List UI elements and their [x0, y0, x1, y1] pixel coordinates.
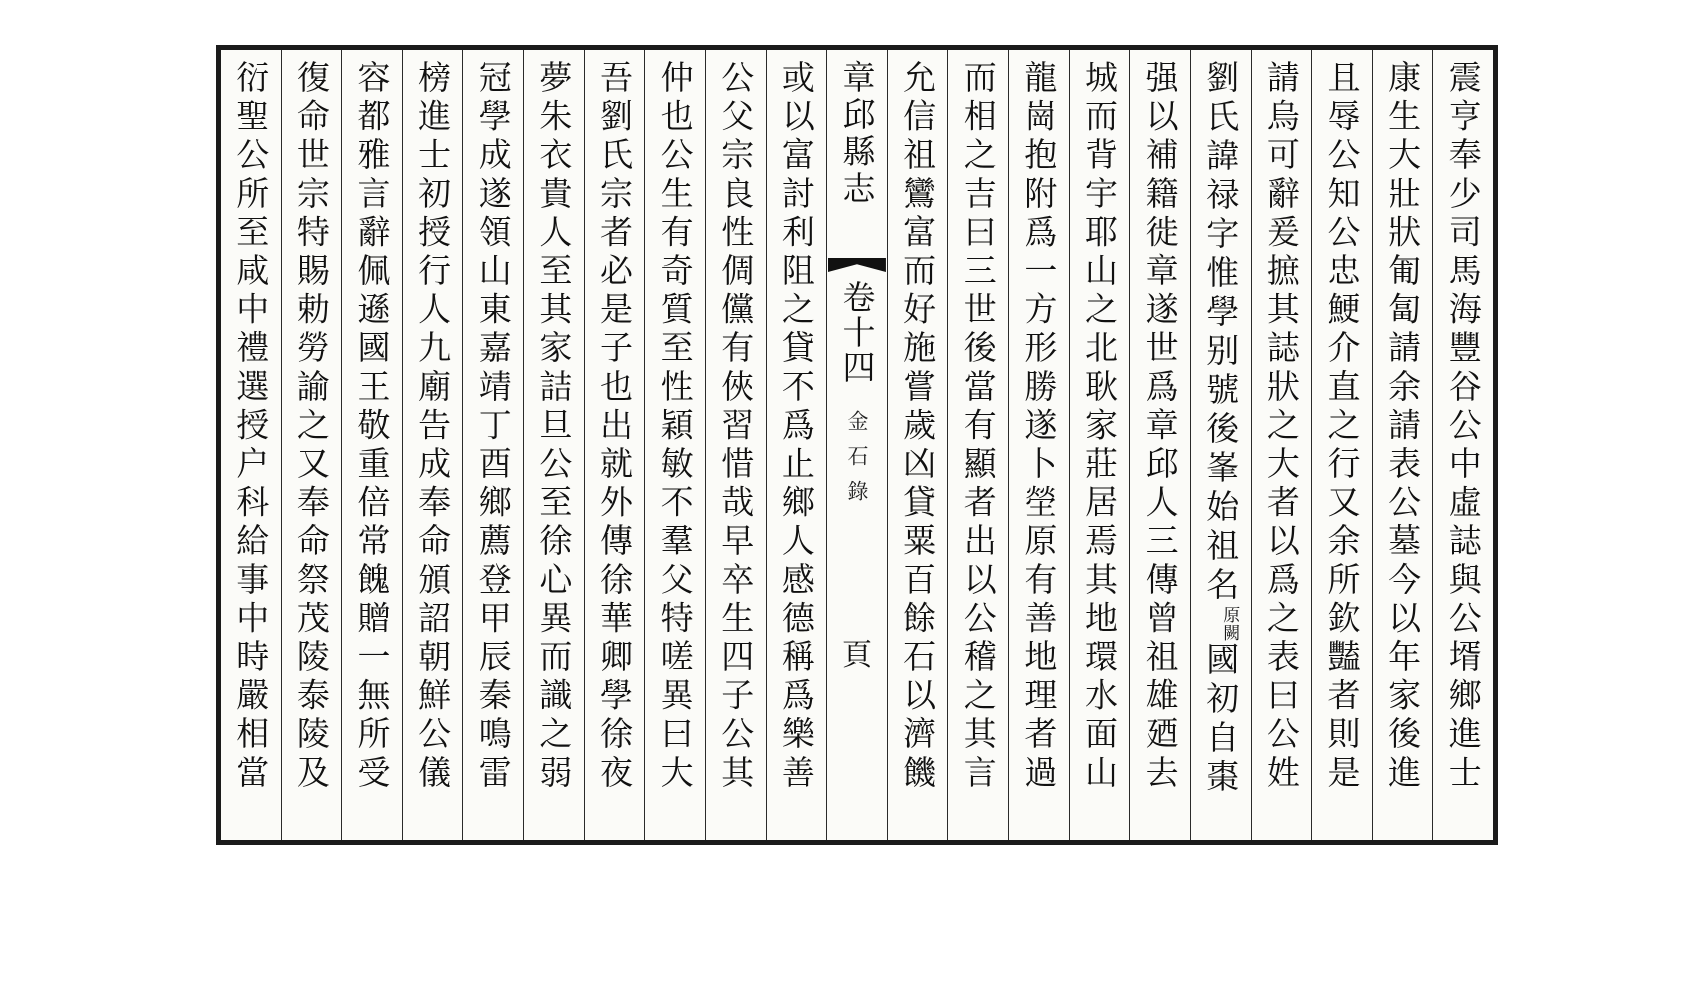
column-text: 而相之吉曰三世後當有顯者出以公稽之其言: [958, 60, 998, 794]
text-column: [1432, 50, 1493, 840]
text-column: [887, 50, 948, 840]
text-column: [947, 50, 1008, 840]
column-text: 且辱公知公忠鯁介直之行又余所欽豔者則是: [1322, 60, 1362, 794]
text-column: [462, 50, 523, 840]
column-text: 復命世宗特賜勅勞諭之又奉命祭茂陵泰陵及: [291, 60, 331, 794]
text-column: [402, 50, 463, 840]
text-column: [1129, 50, 1190, 840]
column-text: 容都雅言辭佩遜國王敬重倍常餽贈一無所受: [352, 60, 392, 794]
column-text: 仲也公生有奇質至性穎敏不羣父特嗟異曰大: [655, 60, 695, 794]
column-text: 允信祖鸞富而好施嘗歲凶貸粟百餘石以濟饑: [898, 60, 938, 794]
column-text: 强以補籍徙章遂世爲章邱人三傳曾祖雄廼去: [1140, 60, 1180, 794]
column-text: 震亨奉少司馬海豐谷公中虛誌與公壻鄉進士: [1443, 60, 1483, 794]
text-column: [523, 50, 584, 840]
column-text: 夢朱衣貴人至其家詰旦公至徐心異而識之弱: [534, 60, 574, 794]
text-column: [705, 50, 766, 840]
text-column: [341, 50, 402, 840]
column-text: 冠學成遂領山東嘉靖丁酉鄉薦登甲辰秦鳴雷: [473, 60, 513, 794]
column-text: 榜進士初授行人九廟告成奉命頒詔朝鮮公儀: [413, 60, 453, 794]
page-label: 頁: [841, 638, 872, 673]
text-column: [1190, 50, 1251, 840]
column-text: 龍崗抱附爲一方形勝遂卜塋原有善地理者過: [1019, 60, 1059, 794]
column-text-part: 國初自棗: [1201, 642, 1241, 798]
fishtail-ornament: [828, 258, 886, 272]
lacuna-note: 原闕: [1219, 606, 1240, 642]
column-text: 吾劉氏宗者必是子也出就外傳徐華卿學徐夜: [594, 60, 634, 794]
column-text: 或以富討利阻之貸不爲止鄉人感德稱爲樂善: [776, 60, 816, 794]
page-center-fold: [826, 50, 887, 840]
column-text: 康生大壯狀匍匐請余請表公墓今以年家後進: [1383, 60, 1423, 794]
text-column: [1069, 50, 1130, 840]
column-text-part: 劉氏諱禄字惟學别號後峯始祖名: [1201, 60, 1241, 606]
text-column: [1008, 50, 1069, 840]
column-text: 城而背宇耶山之北耿家莊居焉其地環水面山: [1079, 60, 1119, 794]
book-title: 章邱縣志: [837, 60, 877, 208]
text-column: [1311, 50, 1372, 840]
text-column: [281, 50, 342, 840]
text-column: [1251, 50, 1312, 840]
column-text: 公父宗良性倜儻有俠習惜哉早卒生四子公其: [716, 60, 756, 794]
section-label: 金石錄: [844, 410, 869, 515]
text-column: [584, 50, 645, 840]
text-column: [644, 50, 705, 840]
volume-label: 卷十四: [837, 280, 877, 385]
column-text-with-note: [1201, 60, 1241, 798]
text-column: [221, 50, 281, 840]
column-text: 衍聖公所至咸中禮選授户科給事中時嚴相當: [231, 60, 271, 794]
text-column: [1372, 50, 1433, 840]
column-text: 請烏可辭爰摭其誌狀之大者以爲之表曰公姓: [1261, 60, 1301, 794]
book-page: [216, 45, 1498, 845]
text-column: [766, 50, 827, 840]
